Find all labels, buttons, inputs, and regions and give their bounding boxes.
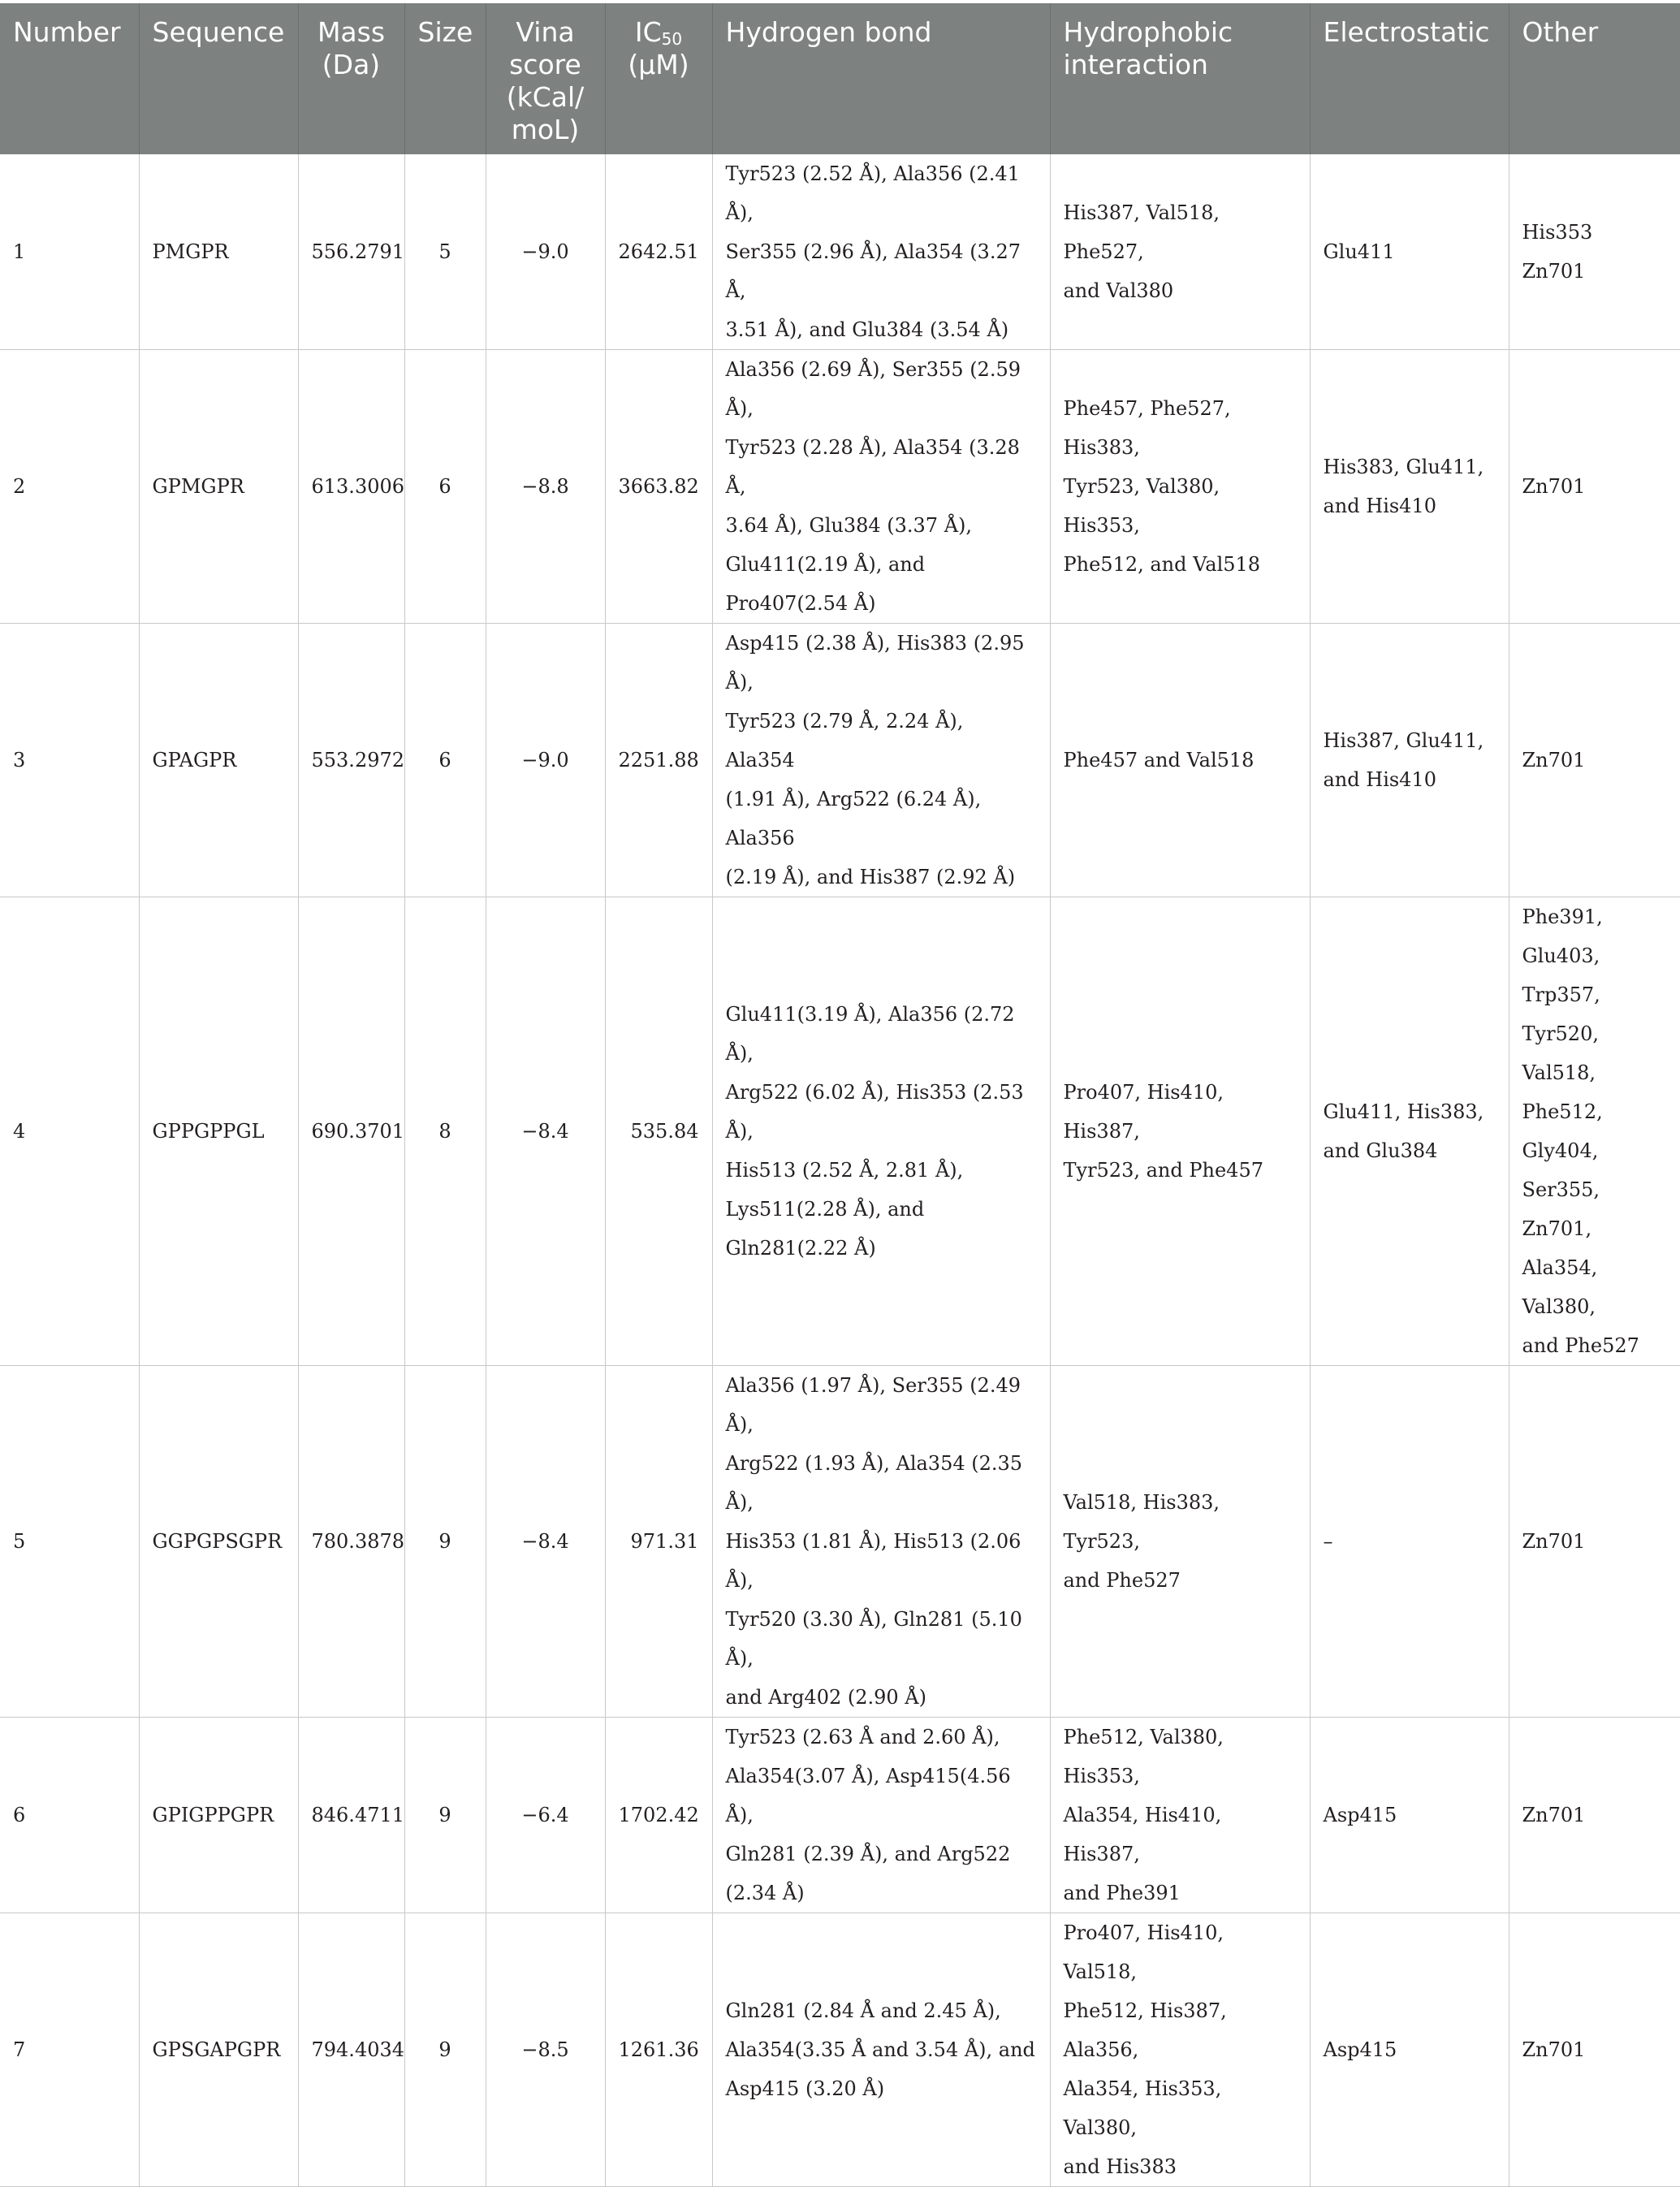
cell-hydrophobic-line: Ala354, His410, His387, bbox=[1063, 1804, 1222, 1865]
cell-mass: 690.3701 bbox=[298, 897, 404, 1366]
table-row bbox=[0, 1913, 1680, 2187]
cell-hydrogen-bond-line: Ala356 (1.97 Å), Ser355 (2.49 Å), bbox=[725, 1374, 1021, 1436]
cell-hydrogen-bond-line: His513 (2.52 Å, 2.81 Å), bbox=[725, 1159, 964, 1182]
cell-size: 6 bbox=[404, 624, 486, 897]
cell-hydrogen-bond-line: Ala354(3.35 Å and 3.54 Å), and bbox=[725, 2038, 1035, 2061]
cell-size: 5 bbox=[404, 154, 486, 350]
header-ic50 bbox=[605, 3, 712, 154]
header-ic50-sub: 50 bbox=[661, 29, 683, 49]
cell-number: 2 bbox=[0, 350, 139, 624]
cell-electrostatic bbox=[1310, 350, 1509, 624]
cell-hydrophobic-line: Phe457, Phe527, His383, bbox=[1063, 397, 1231, 459]
header-mass bbox=[298, 3, 404, 154]
cell-hydrophobic-line: and Phe391 bbox=[1063, 1882, 1181, 1904]
header-hbond: Hydrogen bond bbox=[712, 3, 1050, 154]
cell-hydrophobic-line: Phe457 and Val518 bbox=[1063, 749, 1255, 772]
cell-hydrophobic bbox=[1050, 350, 1310, 624]
header-vina-line: score bbox=[509, 49, 581, 80]
header-hydrophobic bbox=[1050, 3, 1310, 154]
cell-electrostatic bbox=[1310, 154, 1509, 350]
cell-other-line: Phe391, bbox=[1522, 905, 1603, 928]
cell-hydrophobic-line: and Val380 bbox=[1063, 279, 1174, 302]
peptide-docking-table bbox=[0, 3, 1680, 2187]
cell-hydrogen-bond-line: Tyr523 (2.63 Å and 2.60 Å), bbox=[725, 1726, 1000, 1748]
cell-hydrophobic-line: His387, Val518, Phe527, bbox=[1063, 201, 1220, 263]
header-mass-line: (Da) bbox=[322, 49, 381, 80]
cell-hydrogen-bond-line: Glu411(2.19 Å), and Pro407(2.54 Å) bbox=[725, 553, 926, 615]
cell-hydrogen-bond bbox=[712, 1913, 1050, 2187]
header-row bbox=[0, 3, 1680, 154]
cell-other-line: and Phe527 bbox=[1522, 1334, 1639, 1357]
table-row bbox=[0, 154, 1680, 350]
cell-hydrogen-bond-line: Ala356 (2.69 Å), Ser355 (2.59 Å), bbox=[725, 358, 1021, 420]
cell-hydrogen-bond-line: Tyr523 (2.28 Å), Ala354 (3.28 Å, bbox=[725, 436, 1020, 498]
cell-hydrogen-bond-line: Asp415 (3.20 Å) bbox=[725, 2077, 885, 2100]
header-ic50-main: IC bbox=[634, 16, 662, 48]
header-vina-line: moL) bbox=[511, 114, 580, 145]
cell-hydrophobic-line: Val518, His383, Tyr523, bbox=[1063, 1491, 1220, 1553]
cell-hydrophobic-line: Phe512, His387, Ala356, bbox=[1063, 1999, 1227, 2061]
cell-other-line: Zn701 bbox=[1522, 1804, 1586, 1826]
cell-hydrogen-bond-line: Gln281 (2.84 Å and 2.45 Å), bbox=[725, 1999, 1001, 2022]
cell-ic50: 3663.82 bbox=[605, 350, 712, 624]
cell-electrostatic-line: Asp415 bbox=[1323, 1804, 1397, 1826]
cell-sequence: GPAGPR bbox=[139, 624, 298, 897]
cell-other-line: Ala354, Val380, bbox=[1522, 1256, 1598, 1318]
cell-other-line: Zn701 bbox=[1522, 260, 1586, 283]
cell-hydrogen-bond-line: 3.64 Å), Glu384 (3.37 Å), bbox=[725, 514, 973, 537]
cell-mass: 553.2972 bbox=[298, 624, 404, 897]
header-vina bbox=[486, 3, 605, 154]
cell-ic50: 1261.36 bbox=[605, 1913, 712, 2187]
cell-other-line: Zn701 bbox=[1522, 1530, 1586, 1553]
cell-other bbox=[1509, 1913, 1680, 2187]
cell-other-line: Ser355, Zn701, bbox=[1522, 1178, 1600, 1240]
cell-other-line: Glu403, Trp357, bbox=[1522, 944, 1600, 1006]
cell-number: 5 bbox=[0, 1366, 139, 1718]
cell-hydrogen-bond bbox=[712, 154, 1050, 350]
table-row bbox=[0, 350, 1680, 624]
cell-mass: 556.2791 bbox=[298, 154, 404, 350]
cell-vina-score: −9.0 bbox=[486, 624, 605, 897]
cell-hydrophobic-line: and His383 bbox=[1063, 2155, 1177, 2178]
cell-hydrogen-bond-line: Tyr520 (3.30 Å), Gln281 (5.10 Å), bbox=[725, 1608, 1022, 1670]
cell-hydrophobic-line: Phe512, Val380, His353, bbox=[1063, 1726, 1224, 1787]
cell-other-line: Zn701 bbox=[1522, 2038, 1586, 2061]
cell-size: 9 bbox=[404, 1366, 486, 1718]
cell-hydrophobic-line: Ala354, His353, Val380, bbox=[1063, 2077, 1222, 2139]
header-hydrophobic-line: interaction bbox=[1063, 49, 1208, 80]
cell-electrostatic-line: His387, Glu411, bbox=[1323, 729, 1484, 752]
header-mass-line: Mass bbox=[317, 16, 386, 48]
cell-hydrogen-bond bbox=[712, 1366, 1050, 1718]
table-row bbox=[0, 1366, 1680, 1718]
cell-other bbox=[1509, 897, 1680, 1366]
cell-electrostatic-line: His383, Glu411, bbox=[1323, 456, 1484, 478]
cell-hydrogen-bond-line: Asp415 (2.38 Å), His383 (2.95 Å), bbox=[725, 632, 1025, 694]
cell-size: 9 bbox=[404, 1913, 486, 2187]
cell-size: 6 bbox=[404, 350, 486, 624]
cell-electrostatic-line: and His410 bbox=[1323, 768, 1436, 791]
cell-electrostatic-line: Glu411, His383, bbox=[1323, 1100, 1484, 1123]
cell-other-line: Tyr520, Val518, bbox=[1522, 1022, 1599, 1084]
cell-hydrogen-bond-line: 3.51 Å), and Glu384 (3.54 Å) bbox=[725, 318, 1009, 341]
cell-electrostatic bbox=[1310, 1366, 1509, 1718]
header-ic50-line bbox=[619, 16, 699, 49]
cell-hydrogen-bond-line: Arg522 (1.93 Å), Ala354 (2.35 Å), bbox=[725, 1452, 1023, 1514]
cell-size: 9 bbox=[404, 1718, 486, 1913]
cell-sequence: GPPGPPGL bbox=[139, 897, 298, 1366]
cell-other-line: Zn701 bbox=[1522, 749, 1586, 772]
cell-other-line: His353 bbox=[1522, 221, 1593, 244]
header-number: Number bbox=[0, 3, 139, 154]
cell-electrostatic bbox=[1310, 1718, 1509, 1913]
cell-size: 8 bbox=[404, 897, 486, 1366]
cell-electrostatic-line: Asp415 bbox=[1323, 2038, 1397, 2061]
cell-hydrogen-bond bbox=[712, 624, 1050, 897]
cell-electrostatic-line: and His410 bbox=[1323, 495, 1436, 517]
cell-other bbox=[1509, 154, 1680, 350]
header-ic50-unit: (μM) bbox=[628, 49, 689, 80]
cell-electrostatic bbox=[1310, 897, 1509, 1366]
cell-hydrophobic bbox=[1050, 624, 1310, 897]
cell-other-line: Phe512, Gly404, bbox=[1522, 1100, 1603, 1162]
cell-sequence: GPSGAPGPR bbox=[139, 1913, 298, 2187]
cell-hydrogen-bond bbox=[712, 897, 1050, 1366]
cell-other-line: Zn701 bbox=[1522, 475, 1586, 498]
cell-ic50: 2642.51 bbox=[605, 154, 712, 350]
cell-hydrogen-bond-line: (1.91 Å), Arg522 (6.24 Å), Ala356 bbox=[725, 788, 982, 849]
header-vina-line: Vina bbox=[516, 16, 575, 48]
cell-hydrogen-bond-line: Glu411(3.19 Å), Ala356 (2.72 Å), bbox=[725, 1003, 1015, 1065]
table-row bbox=[0, 1718, 1680, 1913]
cell-hydrogen-bond-line: Ala354(3.07 Å), Asp415(4.56 Å), bbox=[725, 1765, 1011, 1826]
cell-number: 6 bbox=[0, 1718, 139, 1913]
cell-hydrophobic-line: Tyr523, Val380, His353, bbox=[1063, 475, 1220, 537]
cell-hydrogen-bond-line: Ser355 (2.96 Å), Ala354 (3.27 Å, bbox=[725, 240, 1021, 302]
cell-hydrophobic-line: and Phe527 bbox=[1063, 1569, 1181, 1592]
header-vina-line: (kCal/ bbox=[506, 81, 585, 113]
cell-sequence: GPIGPPGPR bbox=[139, 1718, 298, 1913]
cell-electrostatic-line: – bbox=[1323, 1530, 1333, 1553]
cell-hydrophobic bbox=[1050, 897, 1310, 1366]
cell-mass: 794.4034 bbox=[298, 1913, 404, 2187]
cell-ic50: 971.31 bbox=[605, 1366, 712, 1718]
cell-electrostatic bbox=[1310, 624, 1509, 897]
table-row bbox=[0, 624, 1680, 897]
cell-hydrophobic bbox=[1050, 1366, 1310, 1718]
cell-hydrogen-bond bbox=[712, 350, 1050, 624]
cell-hydrogen-bond-line: Tyr523 (2.79 Å, 2.24 Å), Ala354 bbox=[725, 710, 964, 772]
cell-electrostatic bbox=[1310, 1913, 1509, 2187]
cell-other bbox=[1509, 1718, 1680, 1913]
cell-hydrogen-bond-line: His353 (1.81 Å), His513 (2.06 Å), bbox=[725, 1530, 1021, 1592]
header-hydrophobic-line: Hydrophobic bbox=[1063, 16, 1233, 48]
cell-electrostatic-line: Glu411 bbox=[1323, 240, 1395, 263]
cell-hydrogen-bond-line: Lys511(2.28 Å), and bbox=[725, 1198, 925, 1221]
cell-hydrophobic-line: Tyr523, and Phe457 bbox=[1063, 1159, 1263, 1182]
cell-vina-score: −8.5 bbox=[486, 1913, 605, 2187]
cell-hydrophobic-line: Pro407, His410, His387, bbox=[1063, 1081, 1224, 1143]
cell-number: 1 bbox=[0, 154, 139, 350]
table-row bbox=[0, 897, 1680, 1366]
header-sequence: Sequence bbox=[139, 3, 298, 154]
cell-other bbox=[1509, 350, 1680, 624]
cell-hydrogen-bond-line: and Arg402 (2.90 Å) bbox=[725, 1686, 926, 1709]
header-electrostatic: Electrostatic bbox=[1310, 3, 1509, 154]
cell-hydrogen-bond bbox=[712, 1718, 1050, 1913]
cell-number: 3 bbox=[0, 624, 139, 897]
cell-hydrophobic-line: Phe512, and Val518 bbox=[1063, 553, 1261, 576]
cell-hydrogen-bond-line: Gln281(2.22 Å) bbox=[725, 1237, 876, 1260]
header-other: Other bbox=[1509, 3, 1680, 154]
header-size: Size bbox=[404, 3, 486, 154]
cell-hydrogen-bond-line: Gln281 (2.39 Å), and Arg522 bbox=[725, 1843, 1011, 1865]
cell-other bbox=[1509, 624, 1680, 897]
cell-vina-score: −8.4 bbox=[486, 897, 605, 1366]
cell-hydrophobic bbox=[1050, 1718, 1310, 1913]
cell-ic50: 535.84 bbox=[605, 897, 712, 1366]
cell-number: 4 bbox=[0, 897, 139, 1366]
cell-other bbox=[1509, 1366, 1680, 1718]
cell-hydrogen-bond-line: Tyr523 (2.52 Å), Ala356 (2.41 Å), bbox=[725, 162, 1020, 224]
cell-hydrophobic bbox=[1050, 1913, 1310, 2187]
cell-sequence: GPMGPR bbox=[139, 350, 298, 624]
cell-electrostatic-line: and Glu384 bbox=[1323, 1139, 1438, 1162]
cell-hydrogen-bond-line: (2.19 Å), and His387 (2.92 Å) bbox=[725, 866, 1016, 888]
table-body bbox=[0, 154, 1680, 2187]
cell-sequence: PMGPR bbox=[139, 154, 298, 350]
cell-mass: 780.3878 bbox=[298, 1366, 404, 1718]
cell-ic50: 1702.42 bbox=[605, 1718, 712, 1913]
cell-hydrophobic bbox=[1050, 154, 1310, 350]
cell-vina-score: −8.4 bbox=[486, 1366, 605, 1718]
cell-vina-score: −6.4 bbox=[486, 1718, 605, 1913]
cell-vina-score: −8.8 bbox=[486, 350, 605, 624]
cell-mass: 846.4711 bbox=[298, 1718, 404, 1913]
cell-mass: 613.3006 bbox=[298, 350, 404, 624]
cell-hydrogen-bond-line: Arg522 (6.02 Å), His353 (2.53 Å), bbox=[725, 1081, 1024, 1143]
cell-hydrogen-bond-line: (2.34 Å) bbox=[725, 1882, 805, 1904]
cell-ic50: 2251.88 bbox=[605, 624, 712, 897]
cell-hydrophobic-line: Pro407, His410, Val518, bbox=[1063, 1921, 1224, 1983]
cell-number: 7 bbox=[0, 1913, 139, 2187]
cell-vina-score: −9.0 bbox=[486, 154, 605, 350]
cell-sequence: GGPGPSGPR bbox=[139, 1366, 298, 1718]
